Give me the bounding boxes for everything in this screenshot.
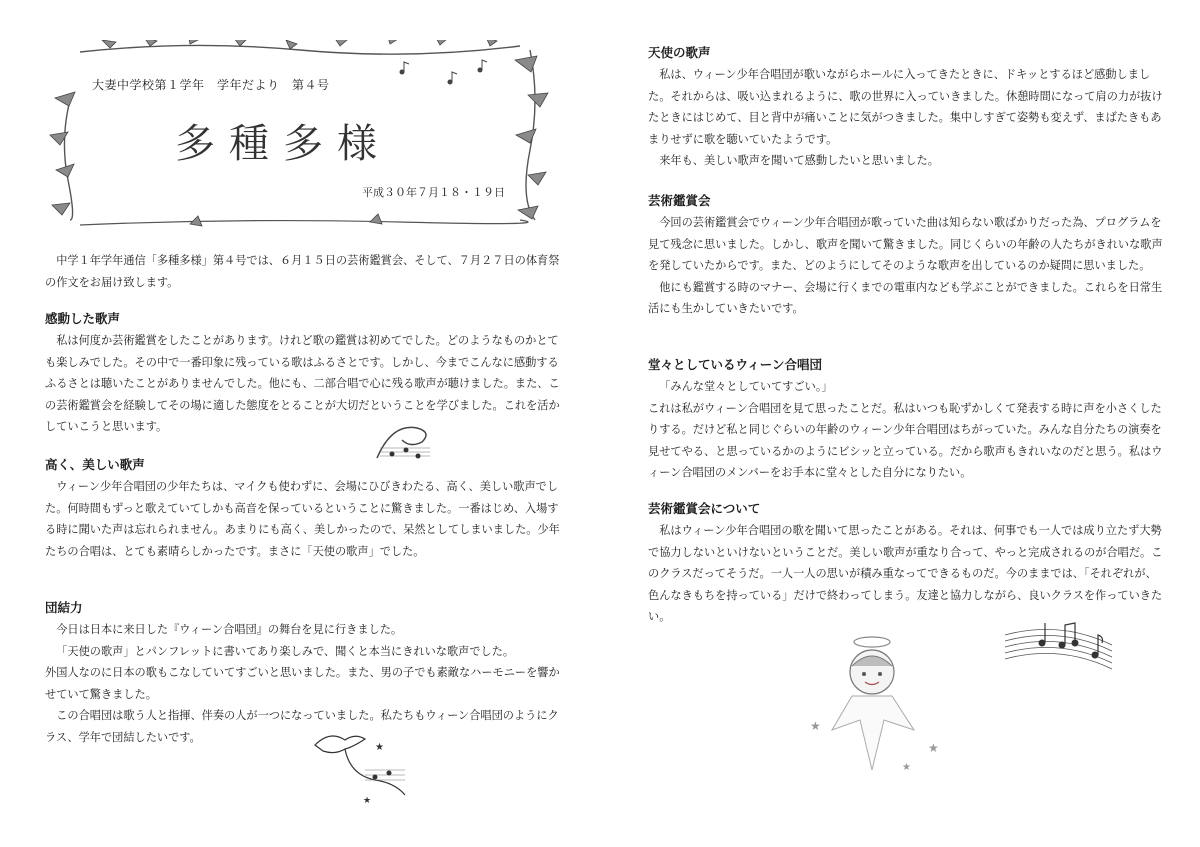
section-paragraph: 来年も、美しい歌声を聞いて感動したいと思いました。 (659, 154, 939, 167)
section-paragraph: 他にも鑑賞する時のマナー、会場に行くまでの電車内なども学ぶことができました。これらを日常生活にも生かしていきたいです。 (648, 280, 1163, 315)
section-geijutsu-ni-tsuite (648, 498, 1163, 628)
section-geijutsu (648, 190, 1163, 320)
section-quote: 「みんな堂々としていてすごい。」 (659, 380, 833, 393)
section-paragraph: ウィーン少年合唱団の少年たちは、マイクも使わずに、会場にひびきわたる、高く、美しい歌声でした。何時間もずっと歌えていてしかも高音を保っているということに驚きました。一番はじめ、入場する時に聞いた声は忘れられません。あまりにも高く、美しかったので、呆然としてしまいました。少年たちの合唱は、とても素晴らしかったです。まさに「天使の歌声」でした。 (45, 480, 560, 558)
school-newsletter-line: 大妻中学校第１学年 学年だより 第４号 (92, 78, 330, 92)
section-title: 芸術鑑賞会 (648, 193, 711, 208)
section-title: 団結力 (45, 600, 83, 615)
section-title: 芸術鑑賞会について (648, 501, 761, 516)
section-kando (45, 308, 560, 438)
angel-drawing-icon (810, 630, 950, 780)
section-title: 感動した歌声 (45, 311, 121, 326)
section-paragraph: 今日は日本に来日した『ウィーン合唱団』の舞台を見に行きました。 (56, 623, 403, 636)
section-paragraph: 私は、ウィーン少年合唱団が歌いながらホールに入ってきたときに、ドキッとするほど感動しました。それからは、吸い込まれるように、歌の世界に入っていきました。休憩時間になって肩の力が抜けたときにはじめて、目と背中が痛いことに気がつきました。集中しすぎて姿勢も変えず、まばたきもあまりせずに歌を聴いていたようです。 (648, 68, 1163, 146)
svg-text:★: ★ (363, 796, 372, 806)
svg-text:★: ★ (375, 742, 384, 753)
dove-icon (305, 725, 415, 810)
section-danketsu (45, 597, 560, 748)
section-title: 高く、美しい歌声 (45, 457, 145, 472)
svg-text:★: ★ (928, 741, 939, 755)
section-paragraph: 私はウィーン少年合唱団の歌を聞いて思ったことがある。それは、何事でも一人では成り立たず大勢で協力しないといけないということだ。美しい歌声が重なり合って、やっと完成されるのが合唱だ。このクラスだってそうだ。一人一人の思いが積み重なってできるものだ。今のままでは、「それぞれが、色んなきもちを持っている」だけで終わってしまう。友達と協力しながら、良いクラスを作っていきたい。 (648, 524, 1163, 623)
section-paragraph: 私は何度か芸術鑑賞をしたことがあります。けれど歌の鑑賞は初めてでした。どのようなものかとても楽しみでした。その中で一番印象に残っている歌はふるさとです。しかし、今までこんなに感動するふるさとは聴いたことがありませんでした。他にも、二部合唱で心に残る歌声が聴けました。また、この芸術鑑賞会を経験してその場に適した態度をとることが大切だということを学びました。これを活かしていこうと思います。 (45, 334, 560, 433)
right-page (600, 0, 1200, 847)
svg-text:★: ★ (902, 762, 911, 773)
section-paragraph: これは私がウィーン合唱団を見て思ったことだ。私はいつも恥ずかしくて発表する時に声を小さくしたりする。だけど私と同じぐらいの年齢のウィーン少年合唱団はちがっていた。みんな自分たちの演奏を見せてやる、と思っているかのようにビシッと立っている。だから歌声もきれいなのだと思う。私はウィーン合唱団のメンバーをお手本に堂々とした自分になりたい。 (648, 401, 1163, 479)
newsletter-title: 多種多様 (175, 121, 391, 167)
svg-text:★: ★ (810, 719, 821, 733)
section-paragraph: 外国人なのに日本の歌もこなしていてすごいと思いました。また、男の子でも素敵なハーモニーを響かせていて驚きました。 (45, 666, 560, 701)
section-title: 堂々としているウィーン合唱団 (648, 357, 823, 372)
section-paragraph: この合唱団は歌う人と指揮、伴奏の人が一つになっていました。私たちもウィーン合唱団のようにクラス、学年で団結したいです。 (45, 709, 559, 744)
section-paragraph: 今回の芸術鑑賞会でウィーン少年合唱団が歌っていた曲は知らない歌ばかりだった為、プログラムを見て残念に思いました。しかし、歌声を聞いて驚きました。同じくらいの年齢の人たちがきれいな歌声を発していたからです。また、どのようにしてそのような歌声を出しているのか疑問に思いました。 (648, 216, 1163, 272)
section-title: 天使の歌声 (648, 45, 711, 60)
section-dodo (648, 354, 1163, 484)
issue-date: 平成３０年７月１８・１９日 (362, 186, 505, 199)
section-takaku (45, 454, 560, 562)
music-staff-icon (1000, 615, 1120, 675)
section-paragraph: 「天使の歌声」とパンフレットに書いてあり楽しみで、聞くと本当にきれいな歌声でした。 (56, 644, 515, 658)
section-tenshi (648, 42, 1163, 172)
intro-paragraph: 中学１年学年通信「多種多様」第４号では、６月１５日の芸術鑑賞会、そして、７月２７日の体育祭の作文をお届け致します。 (45, 254, 560, 289)
